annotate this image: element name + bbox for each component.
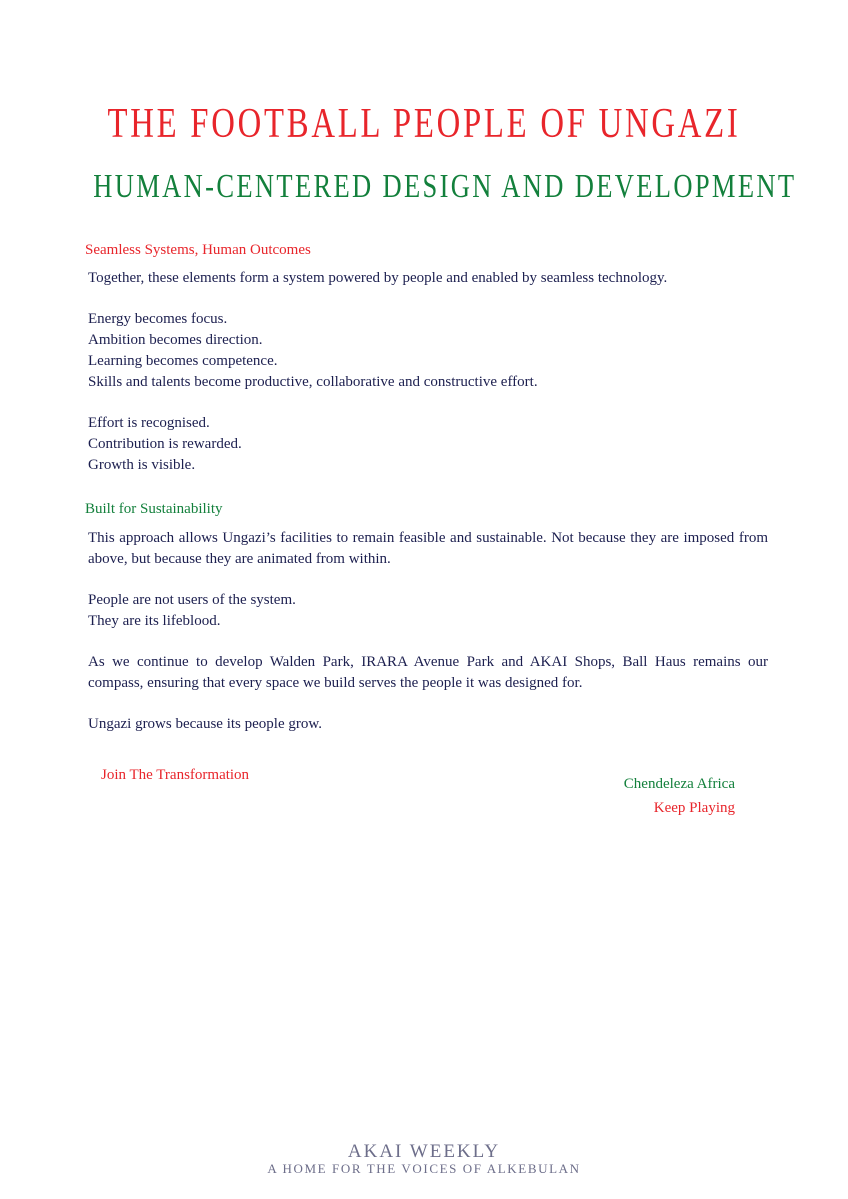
list-item: Skills and talents become productive, collaborative and constructive effort. (88, 374, 538, 390)
signoff-line-1: Chendeleza Africa (623, 776, 735, 792)
list-item: People are not users of the system. (88, 592, 296, 608)
list-item: They are its lifeblood. (88, 613, 221, 629)
list-item: Learning becomes competence. (88, 353, 278, 369)
page-title: THE FOOTBALL PEOPLE OF UNGAZI (107, 101, 741, 147)
section-body-seamless-systems (88, 268, 768, 476)
list-item: Contribution is rewarded. (88, 436, 242, 452)
paragraph: As we continue to develop Walden Park, IRARA Avenue Park and AKAI Shops, Ball Haus remains our compass, ensuring that every space we build serves the people it was designed for. (88, 654, 768, 691)
closing-line: Ungazi grows because its people grow. (88, 716, 322, 732)
section-heading-seamless-systems: Seamless Systems, Human Outcomes (85, 242, 311, 258)
intro-paragraph: Together, these elements form a system powered by people and enabled by seamless technology. (88, 270, 668, 286)
page-subtitle: HUMAN-CENTERED DESIGN AND DEVELOPMENT (93, 168, 797, 205)
section-heading-sustainability: Built for Sustainability (85, 501, 223, 517)
signoff-line-2: Keep Playing (653, 800, 735, 816)
list-item: Energy becomes focus. (88, 311, 228, 327)
section-body-sustainability (88, 528, 768, 735)
list-item: Effort is recognised. (88, 415, 210, 431)
list-item: Ambition becomes direction. (88, 332, 263, 348)
footer-brand: AKAI WEEKLY (347, 1141, 501, 1162)
join-transformation-link[interactable]: Join The Transformation (101, 767, 250, 783)
paragraph: This approach allows Ungazi’s facilities to remain feasible and sustainable. Not because they are imposed from above, but because they are animated from within. (88, 530, 768, 567)
list-item: Growth is visible. (88, 457, 196, 473)
footer-tagline: A HOME FOR THE VOICES OF ALKEBULAN (267, 1161, 581, 1176)
